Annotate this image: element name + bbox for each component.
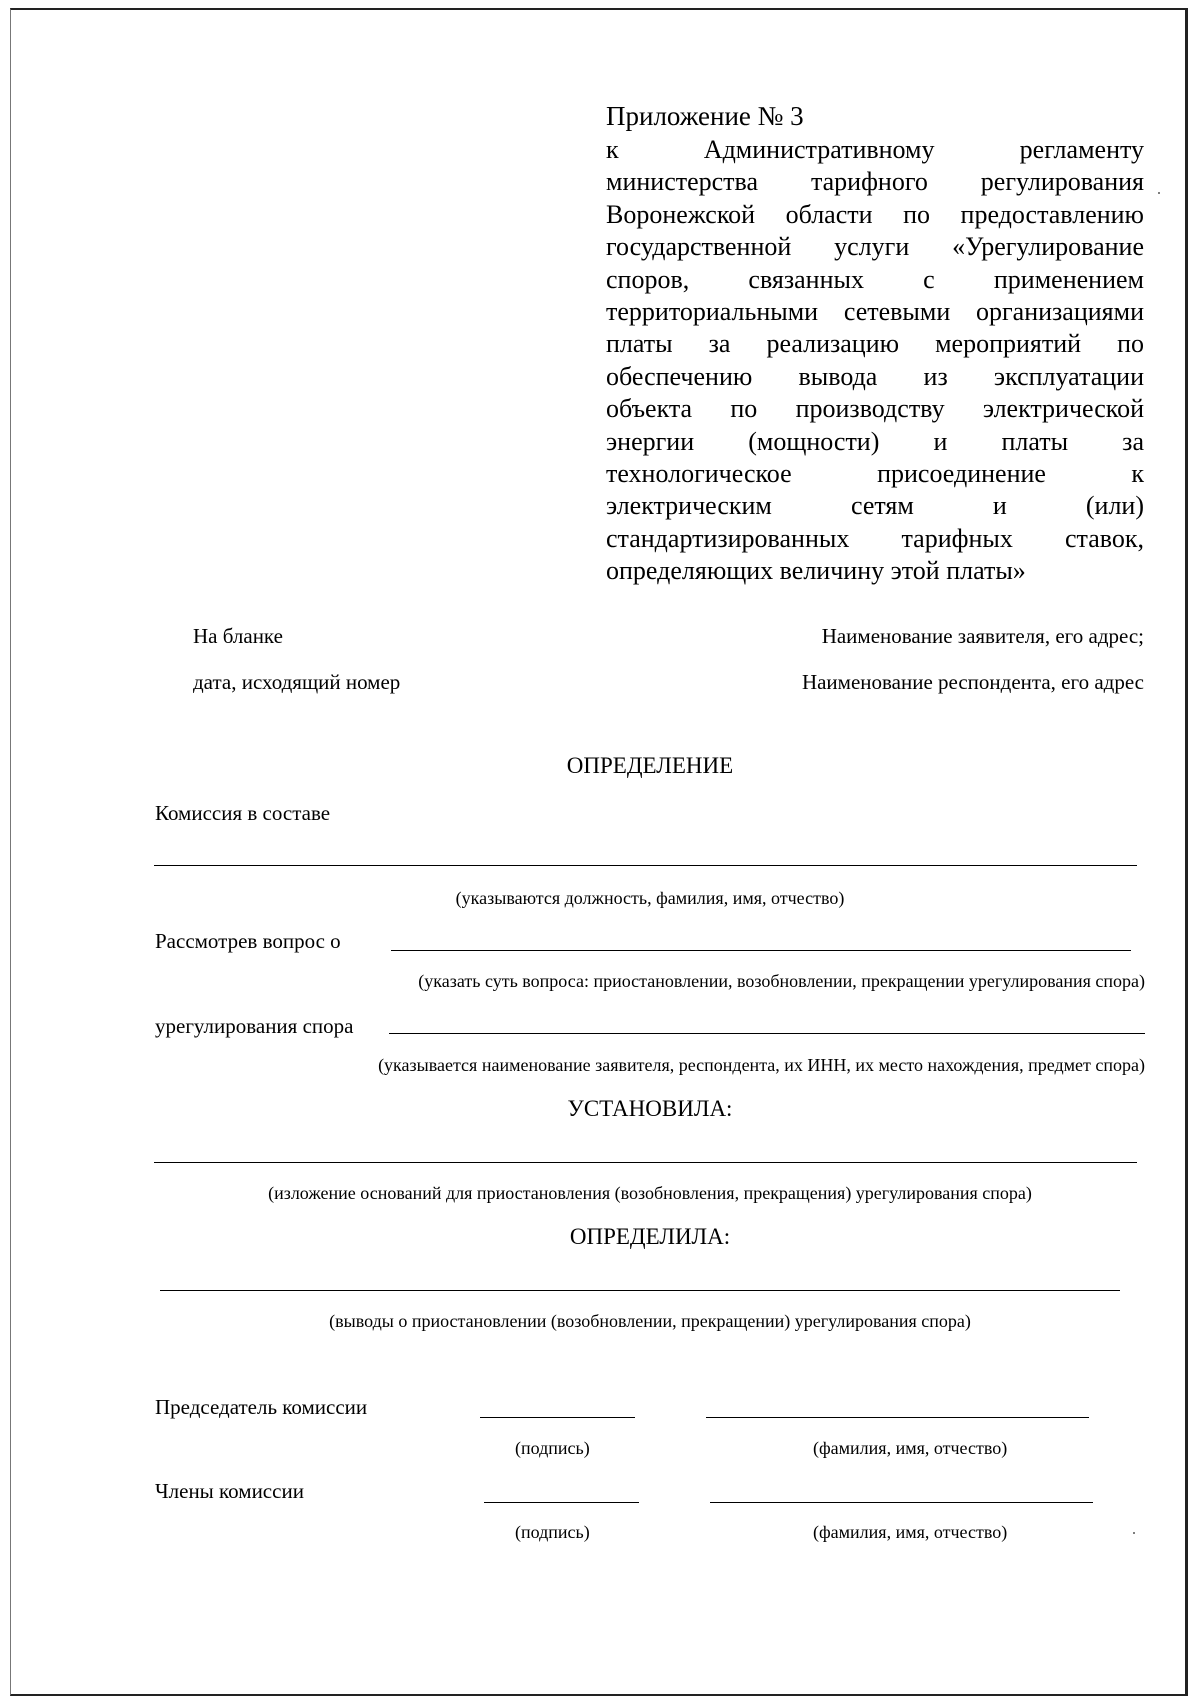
appendix-line: объекта по производству электрической	[606, 394, 1144, 424]
header-left-2: дата, исходящий номер	[193, 670, 401, 694]
considered-hint: (указать суть вопроса: приостановлении, возобновлении, прекращении урегулирования спора)	[418, 971, 1145, 991]
appendix-line: министерства тарифного регулирования	[606, 167, 1144, 197]
members-signature-line	[484, 1502, 639, 1503]
commission-label: Комиссия в составе	[155, 801, 331, 825]
appendix-line: технологическое присоединение к	[606, 459, 1144, 489]
appendix-line: споров, связанных с применением	[606, 264, 1144, 294]
dispute-hint: (указывается наименование заявителя, респондента, их ИНН, их место нахождения, предмет спора)	[378, 1055, 1145, 1075]
appendix-line: государственной услуги «Урегулирование	[606, 232, 1144, 262]
members-name-hint: (фамилия, имя, отчество)	[813, 1522, 1008, 1542]
appendix-title: Приложение № 3	[606, 101, 804, 131]
commission-hint: (указываются должность, фамилия, имя, отчество)	[455, 888, 845, 908]
header-right-2: Наименование респондента, его адрес	[801, 670, 1144, 694]
appendix-line: к Административному регламенту	[606, 135, 1144, 164]
appendix-line: платы за реализацию мероприятий по	[606, 329, 1144, 359]
appendix-text	[606, 134, 1144, 588]
appendix-line: энергии (мощности) и платы за	[606, 426, 1144, 456]
dispute-field-line	[389, 1033, 1145, 1034]
scan-speck	[1158, 192, 1160, 194]
decided-title: ОПРЕДЕЛИЛА:	[569, 1224, 731, 1249]
considered-label: Рассмотрев вопрос о	[155, 929, 341, 953]
established-title: УСТАНОВИЛА:	[567, 1096, 733, 1121]
chairman-signature-hint: (подпись)	[515, 1438, 590, 1458]
appendix-line: Воронежской области по предоставлению	[606, 199, 1144, 229]
dispute-label: урегулирования спора	[155, 1014, 354, 1038]
established-field-line	[154, 1162, 1137, 1163]
appendix-line: определяющих величину этой платы»	[606, 556, 1026, 586]
members-label: Члены комиссии	[155, 1479, 304, 1503]
chairman-label: Председатель комиссии	[155, 1395, 368, 1419]
appendix-line: обеспечению вывода из эксплуатации	[606, 361, 1144, 391]
appendix-line: стандартизированных тарифных ставок,	[606, 523, 1144, 553]
considered-field-line	[391, 950, 1131, 951]
commission-field-line	[154, 865, 1137, 866]
established-hint: (изложение оснований для приостановления (возобновления, прекращения) урегулирования спора)	[268, 1183, 1032, 1203]
chairman-name-line	[706, 1417, 1089, 1418]
decided-hint: (выводы о приостановлении (возобновлении, прекращении) урегулирования спора)	[329, 1311, 971, 1331]
header-right-1: Наименование заявителя, его адрес;	[821, 624, 1144, 648]
members-name-line	[710, 1502, 1093, 1503]
scan-speck	[1133, 1532, 1135, 1534]
members-signature-hint: (подпись)	[515, 1522, 590, 1542]
header-left-1: На бланке	[193, 624, 283, 648]
appendix-line: электрическим сетям и (или)	[606, 491, 1144, 521]
appendix-line: территориальными сетевыми организациями	[606, 297, 1144, 327]
chairman-signature-line	[480, 1417, 635, 1418]
decided-field-line	[160, 1290, 1120, 1291]
doc-title: ОПРЕДЕЛЕНИЕ	[566, 753, 734, 778]
chairman-name-hint: (фамилия, имя, отчество)	[813, 1438, 1008, 1458]
